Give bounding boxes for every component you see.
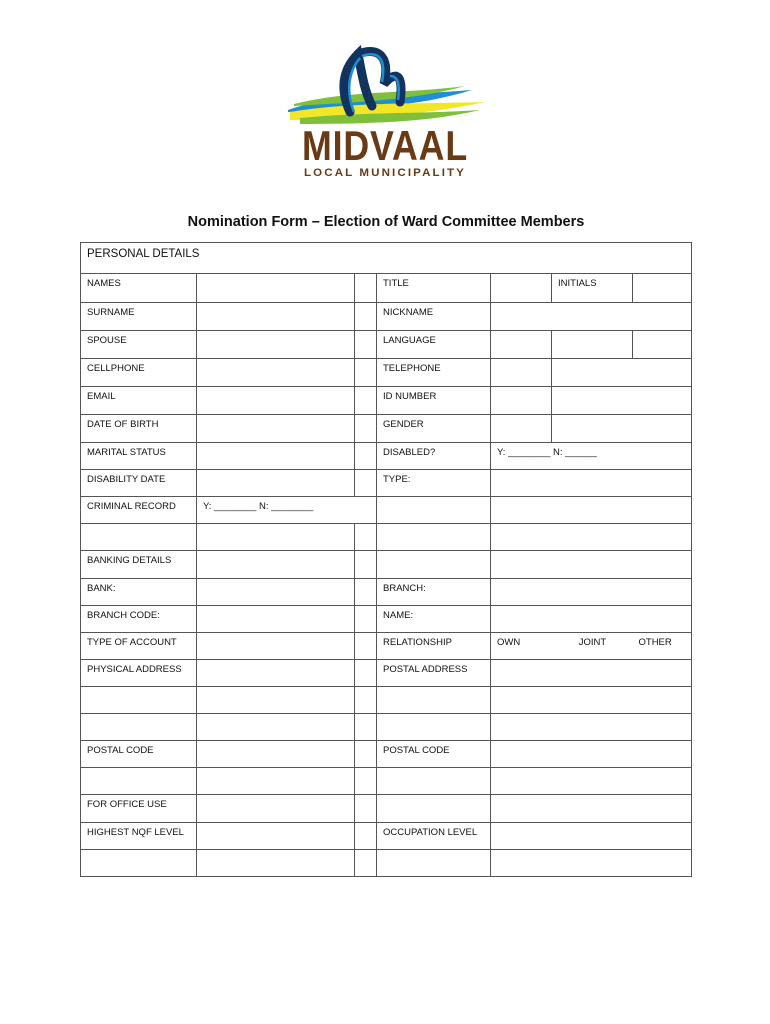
separator-cell	[355, 359, 377, 387]
separator-cell	[355, 687, 377, 714]
separator-cell	[355, 795, 377, 823]
id-number-field-2[interactable]	[552, 387, 692, 415]
bank-label: BANK:	[81, 579, 197, 606]
spouse-field[interactable]	[197, 331, 355, 359]
physical-address-label: PHYSICAL ADDRESS	[81, 660, 197, 687]
branch-field[interactable]	[491, 579, 692, 606]
blank-cell[interactable]	[491, 768, 692, 795]
disability-date-field[interactable]	[197, 470, 355, 497]
blank-cell[interactable]	[81, 768, 197, 795]
midvaal-logo	[280, 40, 495, 190]
separator-cell	[355, 850, 377, 877]
blank-cell[interactable]	[81, 524, 197, 551]
blank-cell	[377, 795, 491, 823]
account-type-field[interactable]	[197, 633, 355, 660]
blank-cell	[491, 551, 692, 579]
midvaal-logo-graphic	[280, 40, 495, 190]
postal-address-field[interactable]	[491, 660, 692, 687]
form-row-blank	[81, 524, 692, 551]
bank-field[interactable]	[197, 579, 355, 606]
blank-cell	[197, 551, 355, 579]
blank-cell[interactable]	[197, 850, 355, 877]
relationship-other-option[interactable]: OTHER	[633, 633, 692, 660]
surname-label: SURNAME	[81, 303, 197, 331]
logo-tagline: LOCAL MUNICIPALITY	[304, 167, 466, 179]
blank-cell	[491, 795, 692, 823]
cellphone-field[interactable]	[197, 359, 355, 387]
postal-code-field-2[interactable]	[491, 741, 692, 768]
separator-cell	[355, 741, 377, 768]
separator-cell	[355, 443, 377, 470]
form-title: Nomination Form – Election of Ward Committee Members	[187, 214, 585, 230]
nomination-form-table	[80, 242, 692, 877]
section-office-row	[81, 795, 692, 823]
form-row	[81, 823, 692, 850]
postal-code-label: POSTAL CODE	[81, 741, 197, 768]
section-personal-row	[81, 243, 692, 274]
date-of-birth-label: DATE OF BIRTH	[81, 415, 197, 443]
language-field-2[interactable]	[552, 331, 633, 359]
form-row	[81, 606, 692, 633]
marital-status-field[interactable]	[197, 443, 355, 470]
disabled-label: DISABLED?	[377, 443, 491, 470]
spouse-label: SPOUSE	[81, 331, 197, 359]
surname-field[interactable]	[197, 303, 355, 331]
name-label: NAME:	[377, 606, 491, 633]
account-type-label: TYPE OF ACCOUNT	[81, 633, 197, 660]
blank-cell[interactable]	[197, 714, 355, 741]
telephone-label: TELEPHONE	[377, 359, 491, 387]
logo-brand-name: MIDVAAL	[302, 122, 468, 169]
gender-field-2[interactable]	[552, 415, 692, 443]
physical-address-line-3[interactable]	[81, 714, 197, 741]
physical-address-field[interactable]	[197, 660, 355, 687]
criminal-record-field[interactable]	[377, 497, 491, 524]
initials-label: INITIALS	[552, 274, 633, 303]
form-row	[81, 359, 692, 387]
telephone-field[interactable]	[491, 359, 552, 387]
blank-cell[interactable]	[377, 850, 491, 877]
section-personal-details: PERSONAL DETAILS	[81, 243, 692, 274]
branch-label: BRANCH:	[377, 579, 491, 606]
form-row	[81, 470, 692, 497]
blank-cell[interactable]	[491, 524, 692, 551]
disability-date-label: DISABILITY DATE	[81, 470, 197, 497]
blank-cell[interactable]	[377, 768, 491, 795]
separator-cell	[355, 768, 377, 795]
name-field[interactable]	[491, 606, 692, 633]
separator-cell	[355, 606, 377, 633]
separator-cell	[355, 274, 377, 303]
blank-cell[interactable]	[377, 524, 491, 551]
gender-label: GENDER	[377, 415, 491, 443]
relationship-label: RELATIONSHIP	[377, 633, 491, 660]
highest-nqf-level-label: HIGHEST NQF LEVEL	[81, 823, 197, 850]
blank-cell[interactable]	[197, 524, 355, 551]
separator-cell	[355, 524, 377, 551]
blank-cell[interactable]	[197, 768, 355, 795]
form-row	[81, 579, 692, 606]
postal-address-line-3[interactable]	[377, 714, 491, 741]
relationship-own-option[interactable]: OWN	[491, 633, 552, 660]
form-row	[81, 331, 692, 359]
blank-cell[interactable]	[491, 687, 692, 714]
email-field[interactable]	[197, 387, 355, 415]
names-label: NAMES	[81, 274, 197, 303]
branch-code-field[interactable]	[197, 606, 355, 633]
separator-cell	[355, 415, 377, 443]
occupation-level-label: OCCUPATION LEVEL	[377, 823, 491, 850]
language-label: LANGUAGE	[377, 331, 491, 359]
section-office-use: FOR OFFICE USE	[81, 795, 197, 823]
criminal-record-yn-field[interactable]: Y: ________ N: ________	[197, 497, 377, 524]
marital-status-label: MARITAL STATUS	[81, 443, 197, 470]
type-field[interactable]	[491, 470, 692, 497]
separator-cell	[355, 579, 377, 606]
form-row-blank	[81, 850, 692, 877]
criminal-record-field-2[interactable]	[491, 497, 692, 524]
separator-cell	[355, 633, 377, 660]
separator-cell	[355, 303, 377, 331]
title-label: TITLE	[377, 274, 491, 303]
nickname-label: NICKNAME	[377, 303, 491, 331]
form-row-blank	[81, 687, 692, 714]
separator-cell	[355, 387, 377, 415]
relationship-joint-option[interactable]: JOINT	[552, 633, 633, 660]
separator-cell	[355, 551, 377, 579]
initials-field[interactable]	[633, 274, 692, 303]
section-banking-details: BANKING DETAILS	[81, 551, 197, 579]
postal-address-label: POSTAL ADDRESS	[377, 660, 491, 687]
form-row	[81, 274, 692, 303]
form-row	[81, 633, 692, 660]
postal-code-label-2: POSTAL CODE	[377, 741, 491, 768]
telephone-field-2[interactable]	[552, 359, 692, 387]
id-number-field[interactable]	[491, 387, 552, 415]
section-banking-row	[81, 551, 692, 579]
separator-cell	[355, 331, 377, 359]
language-field-3[interactable]	[633, 331, 692, 359]
blank-cell[interactable]	[491, 850, 692, 877]
separator-cell	[355, 823, 377, 850]
email-label: EMAIL	[81, 387, 197, 415]
cellphone-label: CELLPHONE	[81, 359, 197, 387]
postal-code-field[interactable]	[197, 741, 355, 768]
nickname-field[interactable]	[491, 303, 692, 331]
form-row	[81, 387, 692, 415]
type-label: TYPE:	[377, 470, 491, 497]
form-row-blank	[81, 768, 692, 795]
blank-cell	[377, 551, 491, 579]
form-row	[81, 303, 692, 331]
names-field[interactable]	[197, 274, 355, 303]
separator-cell	[355, 660, 377, 687]
form-row	[81, 660, 692, 687]
form-row	[81, 741, 692, 768]
title-field[interactable]	[491, 274, 552, 303]
occupation-level-field[interactable]	[491, 823, 692, 850]
blank-cell[interactable]	[81, 850, 197, 877]
physical-address-line-2[interactable]	[81, 687, 197, 714]
postal-address-line-2[interactable]	[377, 687, 491, 714]
form-row	[81, 443, 692, 470]
highest-nqf-level-field[interactable]	[197, 823, 355, 850]
form-row-blank	[81, 714, 692, 741]
form-row	[81, 415, 692, 443]
gender-field[interactable]	[491, 415, 552, 443]
blank-cell	[197, 795, 355, 823]
form-row	[81, 497, 692, 524]
separator-cell	[355, 714, 377, 741]
blank-cell[interactable]	[197, 687, 355, 714]
disabled-yn-field[interactable]: Y: ________ N: ______	[491, 443, 692, 470]
separator-cell	[355, 470, 377, 497]
branch-code-label: BRANCH CODE:	[81, 606, 197, 633]
date-of-birth-field[interactable]	[197, 415, 355, 443]
blank-cell[interactable]	[491, 714, 692, 741]
id-number-label: ID NUMBER	[377, 387, 491, 415]
criminal-record-label: CRIMINAL RECORD	[81, 497, 197, 524]
language-field[interactable]	[491, 331, 552, 359]
